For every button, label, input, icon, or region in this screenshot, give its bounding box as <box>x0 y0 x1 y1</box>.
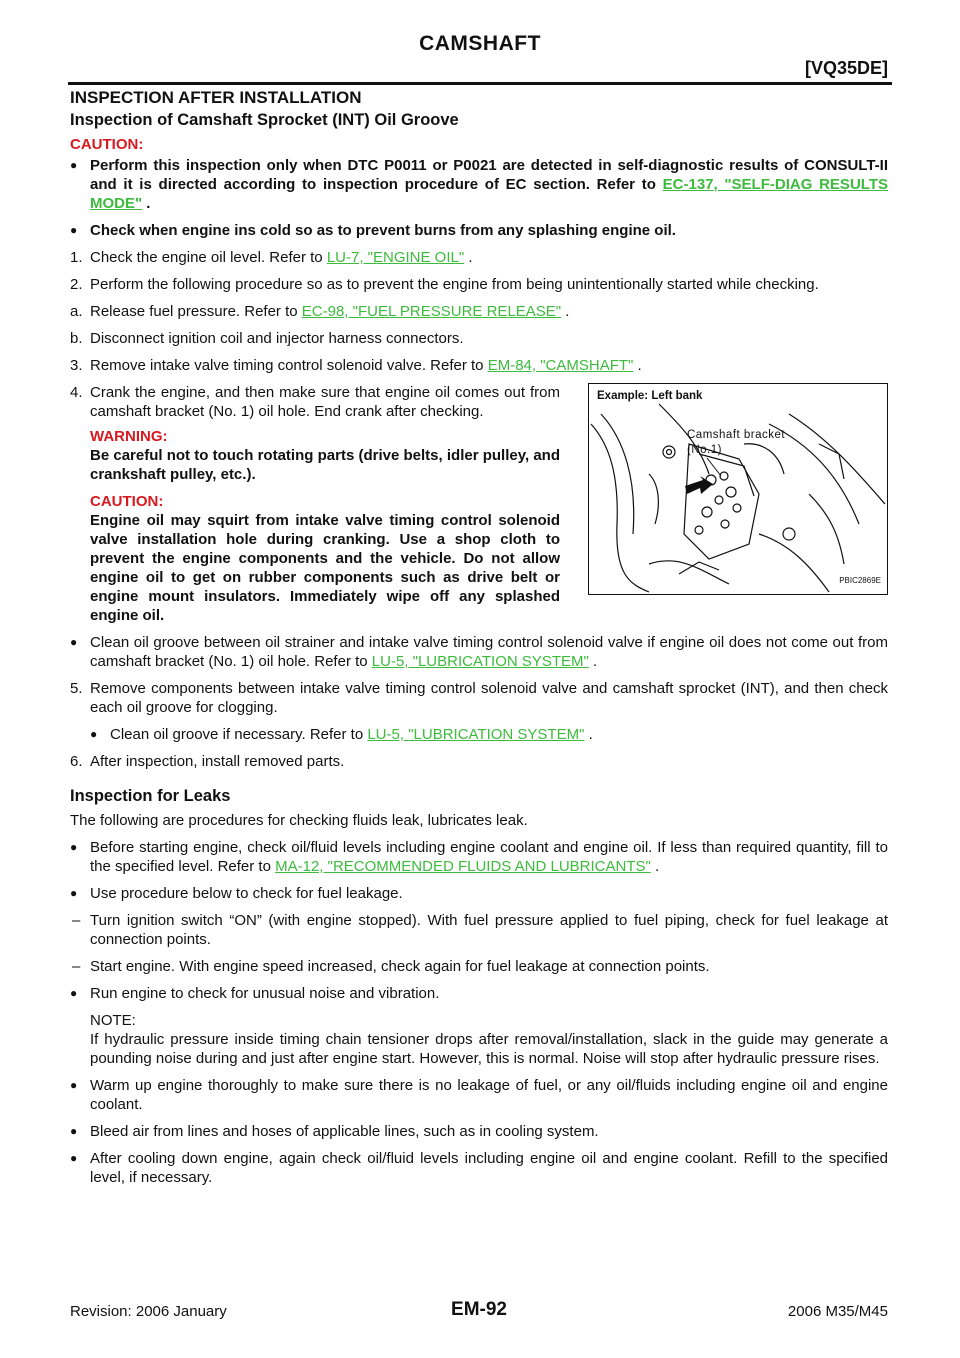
camshaft-bracket-figure <box>588 383 888 595</box>
leak-bullet-4: ● Warm up engine thoroughly to make sure there is no leakage of fuel, or any oil/fluids including engine oil and engine coolant. <box>70 1076 888 1114</box>
caution-text-2: Engine oil may squirt from intake valve timing control solenoid valve installation hole during cranking. Use a shop cloth to prevent the engine components and the vehicle. Do not allow engine oil to get on rubber components such as drive belt or engine mount insulators. Immediately wipe off any splashed engine oil. <box>90 512 560 624</box>
leak-dash-1: – Turn ignition switch “ON” (with engine stopped). With fuel pressure applied to fuel piping, check for fuel leakage at connection points. <box>70 911 888 949</box>
step-5: 5. Remove components between intake valve timing control solenoid valve and camshaft sprocket (INT), and then check each oil groove for clogging. <box>70 680 888 716</box>
footer-page-number: EM-92 <box>451 1299 507 1320</box>
warning-text: Be careful not to touch rotating parts (drive belts, idler pulley, and crankshaft pulley, etc.). <box>90 447 560 483</box>
caution-label: CAUTION: <box>70 136 144 153</box>
step-5-bullet: ● Clean oil groove if necessary. Refer to LU-5, "LUBRICATION SYSTEM" . <box>90 725 888 744</box>
step-4-block <box>70 383 888 625</box>
step-2: 2. Perform the following procedure so as to prevent the engine from being unintentionally started while checking. <box>70 276 819 293</box>
warning-label: WARNING: <box>90 428 168 445</box>
link-ec-98[interactable]: EC-98, "FUEL PRESSURE RELEASE" <box>301 303 562 320</box>
pointer-arrow-icon <box>685 476 713 494</box>
main-content <box>70 88 888 1195</box>
caution-item-text: Perform this inspection only when DTC P0011 or P0021 are detected in self-diagnostic results of CONSULT-II and it is directed according to inspection procedure of EC section. Refer to <box>90 157 888 193</box>
note-label: NOTE: <box>90 1012 136 1029</box>
link-em-84[interactable]: EM-84, "CAMSHAFT" <box>487 357 634 374</box>
caution-label-2: CAUTION: <box>90 493 164 510</box>
step-6: 6. After inspection, install removed parts. <box>70 753 345 770</box>
leaks-intro: The following are procedures for checking fluids leak, lubricates leak. <box>70 812 528 829</box>
figure-code: PBIC2869E <box>839 576 881 585</box>
subsection-title-leaks: Inspection for Leaks <box>70 787 231 805</box>
step-a: a. Release fuel pressure. Refer to EC-98, "FUEL PRESSURE RELEASE" . <box>70 303 570 320</box>
caution-item-dtc: ● Perform this inspection only when DTC P0011 or P0021 are detected in self-diagnostic results of CONSULT-II and it is directed according to inspection procedure of EC section. Refer to EC-137, "SELF-DIAG RESULTS MODE" . <box>70 156 888 213</box>
step-3: 3. Remove intake valve timing control solenoid valve. Refer to EM-84, "CAMSHAFT" . <box>70 357 642 374</box>
leak-bullet-3: ● Run engine to check for unusual noise and vibration. <box>70 984 888 1003</box>
bullet-clean-oil-groove: ● Clean oil groove between oil strainer and intake valve timing control solenoid valve if engine oil does not come out from camshaft bracket (No. 1) oil hole. Refer to LU-5, "LUBRICATION SYSTEM" . <box>70 633 888 671</box>
step-4: 4. Crank the engine, and then make sure that engine oil comes out from camshaft bracket (No. 1) oil hole. End crank after checking. <box>70 384 560 420</box>
leak-bullet-6: ● After cooling down engine, again check oil/fluid levels including engine oil and engine coolant. Refill to the specified level, if necessary. <box>70 1149 888 1187</box>
footer-vehicle-model: 2006 M35/M45 <box>787 1303 888 1320</box>
step-b: b. Disconnect ignition coil and injector harness connectors. <box>70 330 464 347</box>
note-text: If hydraulic pressure inside timing chain tensioner drops after removal/installation, slack in the guide may generate a pounding noise during and just after engine start. However, this is normal. Noise will stop after hydraulic pressure rises. <box>90 1031 888 1067</box>
page-footer <box>70 1299 888 1323</box>
link-lu-5[interactable]: LU-5, "LUBRICATION SYSTEM" <box>371 653 589 670</box>
footer-revision: Revision: 2006 January <box>70 1303 227 1320</box>
page-header <box>0 0 960 88</box>
page-title: CAMSHAFT <box>419 32 541 55</box>
link-ma-12[interactable]: MA-12, "RECOMMENDED FLUIDS AND LUBRICANTS" <box>275 858 651 875</box>
caution-item-cold: ● Check when engine ins cold so as to prevent burns from any splashing engine oil. <box>70 221 888 240</box>
link-lu-7[interactable]: LU-7, "ENGINE OIL" <box>326 249 465 266</box>
engine-model: [VQ35DE] <box>804 58 888 78</box>
leak-bullet-5: ● Bleed air from lines and hoses of applicable lines, such as in cooling system. <box>70 1122 888 1141</box>
engine-illustration <box>589 384 887 594</box>
figure-label-camshaft-bracket: Camshaft bracket (No.1) <box>687 429 786 456</box>
step-1: 1. Check the engine oil level. Refer to LU-7, "ENGINE OIL" . <box>70 249 473 266</box>
header-rule <box>68 82 892 85</box>
figure-caption: Example: Left bank <box>597 390 703 402</box>
subsection-title-oil-groove: Inspection of Camshaft Sprocket (INT) Oil Groove <box>70 111 459 129</box>
leak-bullet-1: ● Before starting engine, check oil/fluid levels including engine coolant and engine oil. If less than required quantity, fill to the specified level. Refer to MA-12, "RECOMMENDED FLUIDS AND LUBRICANTS" . <box>70 838 888 876</box>
section-title: INSPECTION AFTER INSTALLATION <box>70 88 362 107</box>
link-ec-137[interactable]: EC-137, "SELF-DIAG RESULTS MODE" <box>90 176 888 212</box>
link-lu-5-b[interactable]: LU-5, "LUBRICATION SYSTEM" <box>367 726 585 743</box>
leak-bullet-2: ● Use procedure below to check for fuel leakage. <box>70 884 888 903</box>
leak-dash-2: – Start engine. With engine speed increased, check again for fuel leakage at connection points. <box>70 957 888 976</box>
